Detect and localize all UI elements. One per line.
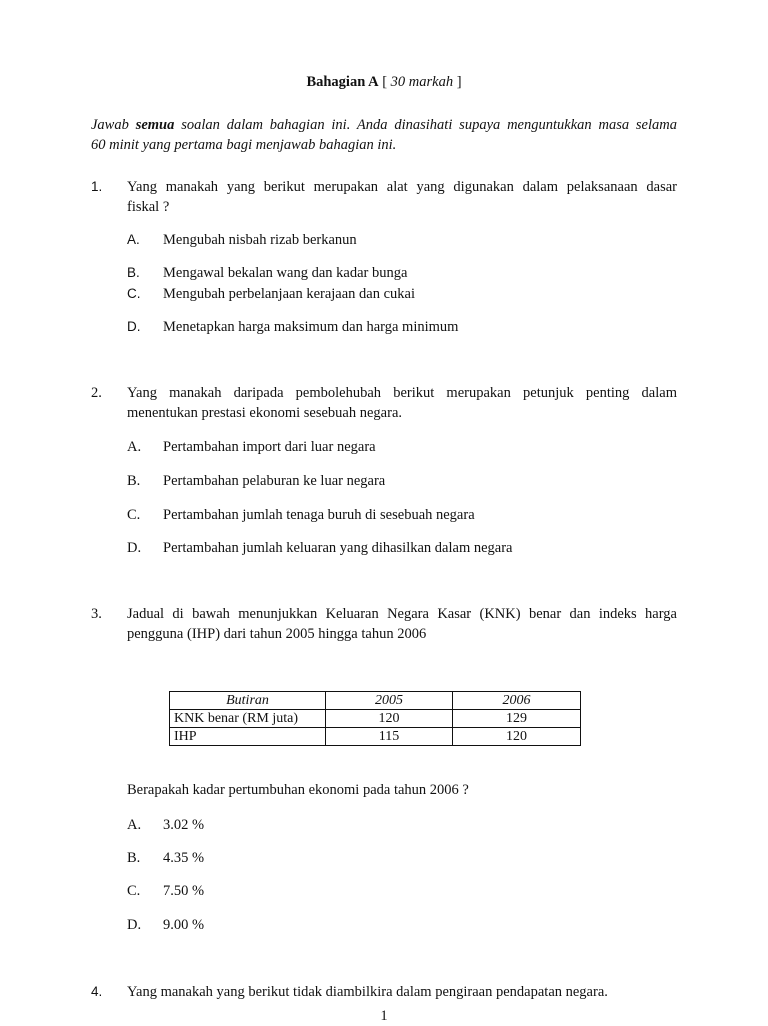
marks-close-bracket: ] xyxy=(456,74,462,90)
option-letter: B. xyxy=(127,850,141,866)
option-letter: C. xyxy=(127,286,141,301)
option-letter: D. xyxy=(127,540,142,556)
question-text-line2: menentukan prestasi ekonomi sesebuah negara. xyxy=(127,405,403,421)
section-name: Bahagian A xyxy=(306,74,379,90)
instructions-bold: semua xyxy=(135,117,175,133)
instructions-line2: 60 minit yang pertama bagi menjawab bahagian ini. xyxy=(91,137,397,153)
question-number: 1. xyxy=(91,179,103,194)
question-text xyxy=(127,383,677,423)
table-cell: 129 xyxy=(453,710,581,728)
option-text: Pertambahan jumlah tenaga buruh di sesebuah negara xyxy=(163,507,475,523)
question-text-line2: fiskal ? xyxy=(127,199,170,215)
question-number: 3. xyxy=(91,606,102,622)
question-text-line1: Yang manakah daripada pembolehubah berikut merupakan petunjuk penting dalam xyxy=(127,385,677,401)
section-title xyxy=(0,72,768,92)
option-text: Mengubah perbelanjaan kerajaan dan cukai xyxy=(163,286,416,302)
option-text: Mengawal bekalan wang dan kadar bunga xyxy=(163,265,408,281)
table-header-row xyxy=(170,692,581,710)
table-cell: 120 xyxy=(453,728,581,746)
option-text: 9.00 % xyxy=(163,917,205,933)
table-header-cell: 2006 xyxy=(453,692,581,710)
option-text: 7.50 % xyxy=(163,883,205,899)
data-table xyxy=(169,691,581,746)
table-row xyxy=(170,728,581,746)
table-cell: IHP xyxy=(170,728,326,746)
question-text-line1: Yang manakah yang berikut merupakan alat yang digunakan dalam pelaksanaan dasar xyxy=(127,179,677,195)
question-text xyxy=(127,604,677,644)
option-text: Mengubah nisbah rizab berkanun xyxy=(163,232,357,248)
option-letter: D. xyxy=(127,319,141,334)
instructions-pre: Jawab xyxy=(91,117,136,133)
table-header-cell: 2005 xyxy=(326,692,453,710)
option-text: Pertambahan pelaburan ke luar negara xyxy=(163,473,386,489)
option-letter: B. xyxy=(127,473,141,489)
question-text xyxy=(127,177,677,217)
option-letter: C. xyxy=(127,883,141,899)
table-cell: 115 xyxy=(326,728,453,746)
option-letter: B. xyxy=(127,265,140,280)
option-text: Pertambahan jumlah keluaran yang dihasilkan dalam negara xyxy=(163,540,513,556)
question-prompt: Berapakah kadar pertumbuhan ekonomi pada tahun 2006 ? xyxy=(127,782,469,798)
option-letter: C. xyxy=(127,507,141,523)
option-letter: A. xyxy=(127,232,140,247)
question-number: 4. xyxy=(91,984,103,999)
table-cell: 120 xyxy=(326,710,453,728)
option-text: 3.02 % xyxy=(163,817,205,833)
table-cell: KNK benar (RM juta) xyxy=(170,710,326,728)
option-text: 4.35 % xyxy=(163,850,205,866)
table-row xyxy=(170,710,581,728)
option-text: Menetapkan harga maksimum dan harga minimum xyxy=(163,319,459,335)
table-header-cell: Butiran xyxy=(170,692,326,710)
instructions-line1-rest: soalan dalam bahagian ini. Anda dinasihati supaya menguntukkan masa selama xyxy=(174,117,677,133)
question-text-line1: Jadual di bawah menunjukkan Keluaran Negara Kasar (KNK) benar dan indeks harga xyxy=(127,606,677,622)
section-marks: 30 markah xyxy=(390,74,454,90)
page-number: 1 xyxy=(380,1008,388,1024)
option-letter: A. xyxy=(127,817,142,833)
instructions xyxy=(91,115,677,155)
marks-open-bracket: [ xyxy=(382,74,388,90)
option-letter: A. xyxy=(127,439,142,455)
question-text: Yang manakah yang berikut tidak diambilkira dalam pengiraan pendapatan negara. xyxy=(127,984,608,1000)
question-number: 2. xyxy=(91,385,102,401)
question-text-line2: pengguna (IHP) dari tahun 2005 hingga tahun 2006 xyxy=(127,626,427,642)
option-text: Pertambahan import dari luar negara xyxy=(163,439,376,455)
option-letter: D. xyxy=(127,917,142,933)
